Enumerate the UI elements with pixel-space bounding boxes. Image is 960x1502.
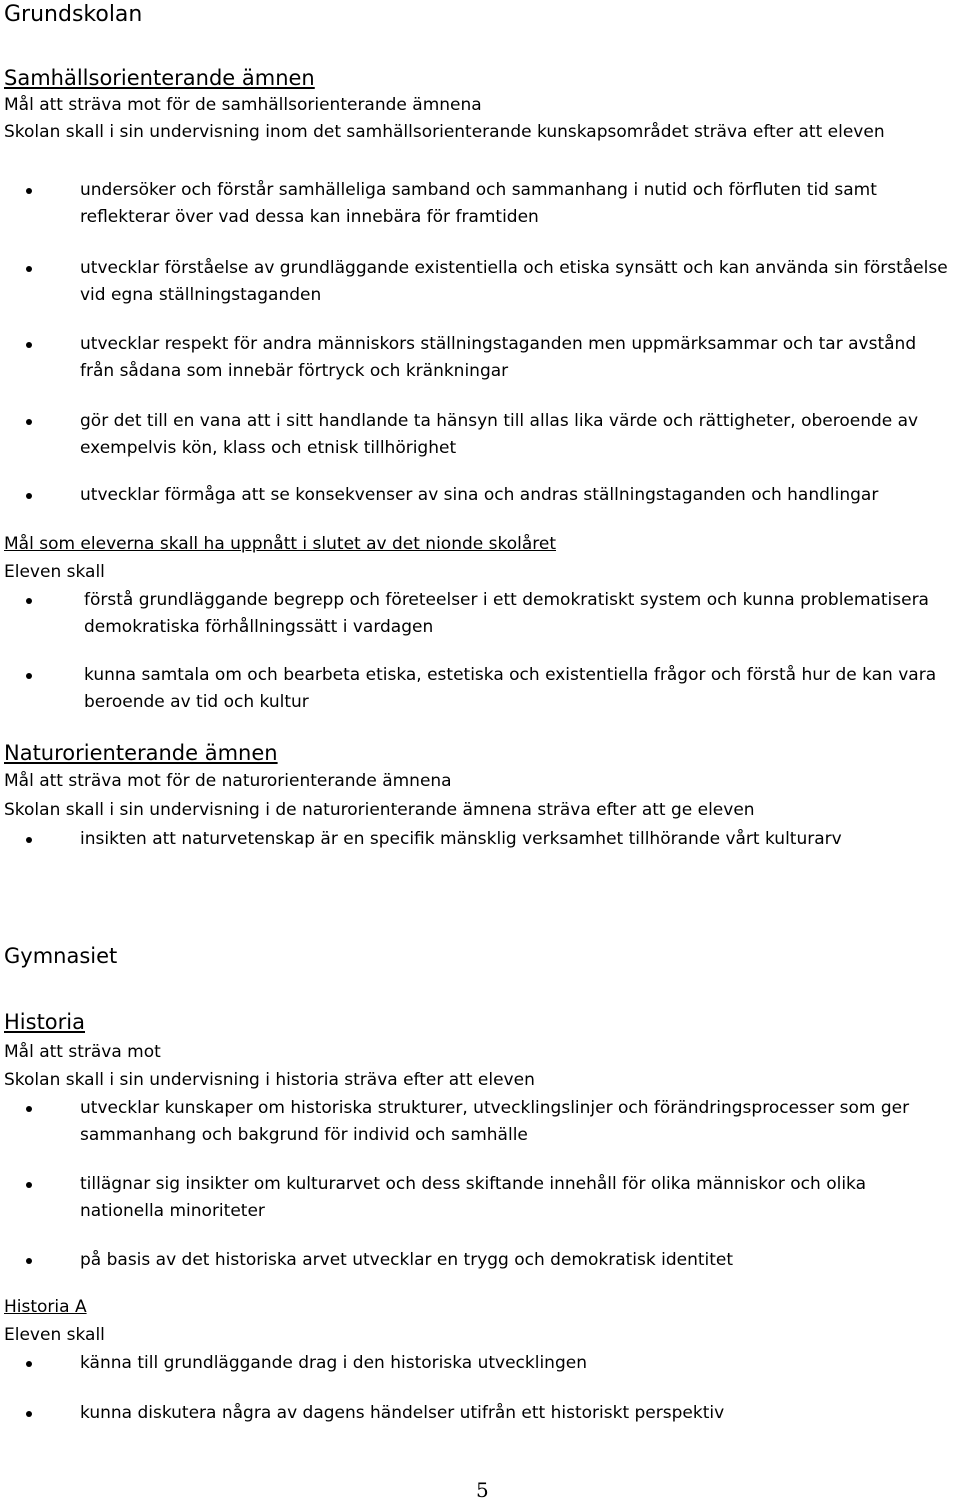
bullet-icon: [26, 1258, 32, 1264]
list-item-text: utvecklar förståelse av grundläggande existentiella och etiska synsätt och kan använda sin förståelse vid egna ställningstaganden: [80, 258, 948, 305]
grundskolan-title: Grundskolan: [4, 2, 143, 27]
bullet-icon: [26, 598, 32, 604]
list-item-text: känna till grundläggande drag i den historiska utvecklingen: [80, 1353, 587, 1373]
list-item-text: kunna samtala om och bearbeta etiska, estetiska och existentiella frågor och förstå hur de kan vara beroende av tid och kultur: [84, 665, 937, 712]
historia-a-eleven: Eleven skall: [4, 1325, 105, 1345]
samhall-heading: Samhällsorienterande ämnen: [4, 66, 315, 90]
list-item-text: utvecklar förmåga att se konsekvenser av sina och andras ställningstaganden och handlingar: [80, 485, 879, 505]
mal-eleven: Eleven skall: [4, 562, 105, 582]
list-item-text: undersöker och förstår samhälleliga samband och sammanhang i nutid och förfluten tid samt reflekterar över vad dessa kan innebära för framtiden: [80, 180, 877, 227]
bullet-icon: [26, 419, 32, 425]
mal-heading: Mål som eleverna skall ha uppnått i slutet av det nionde skolåret: [4, 534, 557, 554]
list-item-text: förstå grundläggande begrepp och företeelser i ett demokratiskt system och kunna problematisera demokratiska förhållningssätt i vardagen: [84, 590, 929, 637]
list-item-text: insikten att naturvetenskap är en specifik mänsklig verksamhet tillhörande vårt kulturarv: [80, 829, 842, 849]
natur-heading: Naturorienterande ämnen: [4, 741, 278, 765]
bullet-icon: [26, 342, 32, 348]
historia-sub2: Skolan skall i sin undervisning i historia sträva efter att eleven: [4, 1070, 535, 1090]
natur-sub2: Skolan skall i sin undervisning i de naturorienterande ämnena sträva efter att ge eleven: [4, 800, 755, 820]
bullet-icon: [26, 1106, 32, 1112]
list-item-text: på basis av det historiska arvet utvecklar en trygg och demokratisk identitet: [80, 1250, 734, 1270]
bullet-icon: [26, 1361, 32, 1367]
historia-heading: Historia: [4, 1010, 85, 1034]
historia-sub1: Mål att sträva mot: [4, 1042, 161, 1062]
list-item-text: kunna diskutera några av dagens händelser utifrån ett historiskt perspektiv: [80, 1403, 725, 1423]
list-item-text: gör det till en vana att i sitt handlande ta hänsyn till allas lika värde och rättigheter, oberoende av exempelvis kön, klass och etnisk tillhörighet: [80, 411, 919, 458]
historia-a-heading: Historia A: [4, 1297, 87, 1317]
samhall-sub1: Mål att sträva mot för de samhällsorienterande ämnena: [4, 95, 482, 115]
samhall-sub2: Skolan skall i sin undervisning inom det samhällsorienterande kunskapsområdet sträva efter att eleven: [4, 122, 885, 142]
bullet-icon: [26, 493, 32, 499]
bullet-icon: [26, 673, 32, 679]
bullet-icon: [26, 266, 32, 272]
page-number: 5: [476, 1478, 489, 1502]
list-item-text: utvecklar kunskaper om historiska strukturer, utvecklingslinjer och förändringsprocesser som ger sammanhang och bakgrund för individ och samhälle: [80, 1098, 910, 1145]
bullet-icon: [26, 188, 32, 194]
list-item-text: utvecklar respekt för andra människors ställningstaganden men uppmärksammar och tar avstånd från sådana som innebär förtryck och kränkningar: [80, 334, 917, 381]
bullet-icon: [26, 1182, 32, 1188]
bullet-icon: [26, 1411, 32, 1417]
bullet-icon: [26, 837, 32, 843]
natur-sub1: Mål att sträva mot för de naturorienterande ämnena: [4, 771, 452, 791]
gymnasiet-title: Gymnasiet: [4, 944, 118, 968]
list-item-text: tillägnar sig insikter om kulturarvet och dess skiftande innehåll för olika människor och olika nationella minoriteter: [80, 1174, 867, 1221]
